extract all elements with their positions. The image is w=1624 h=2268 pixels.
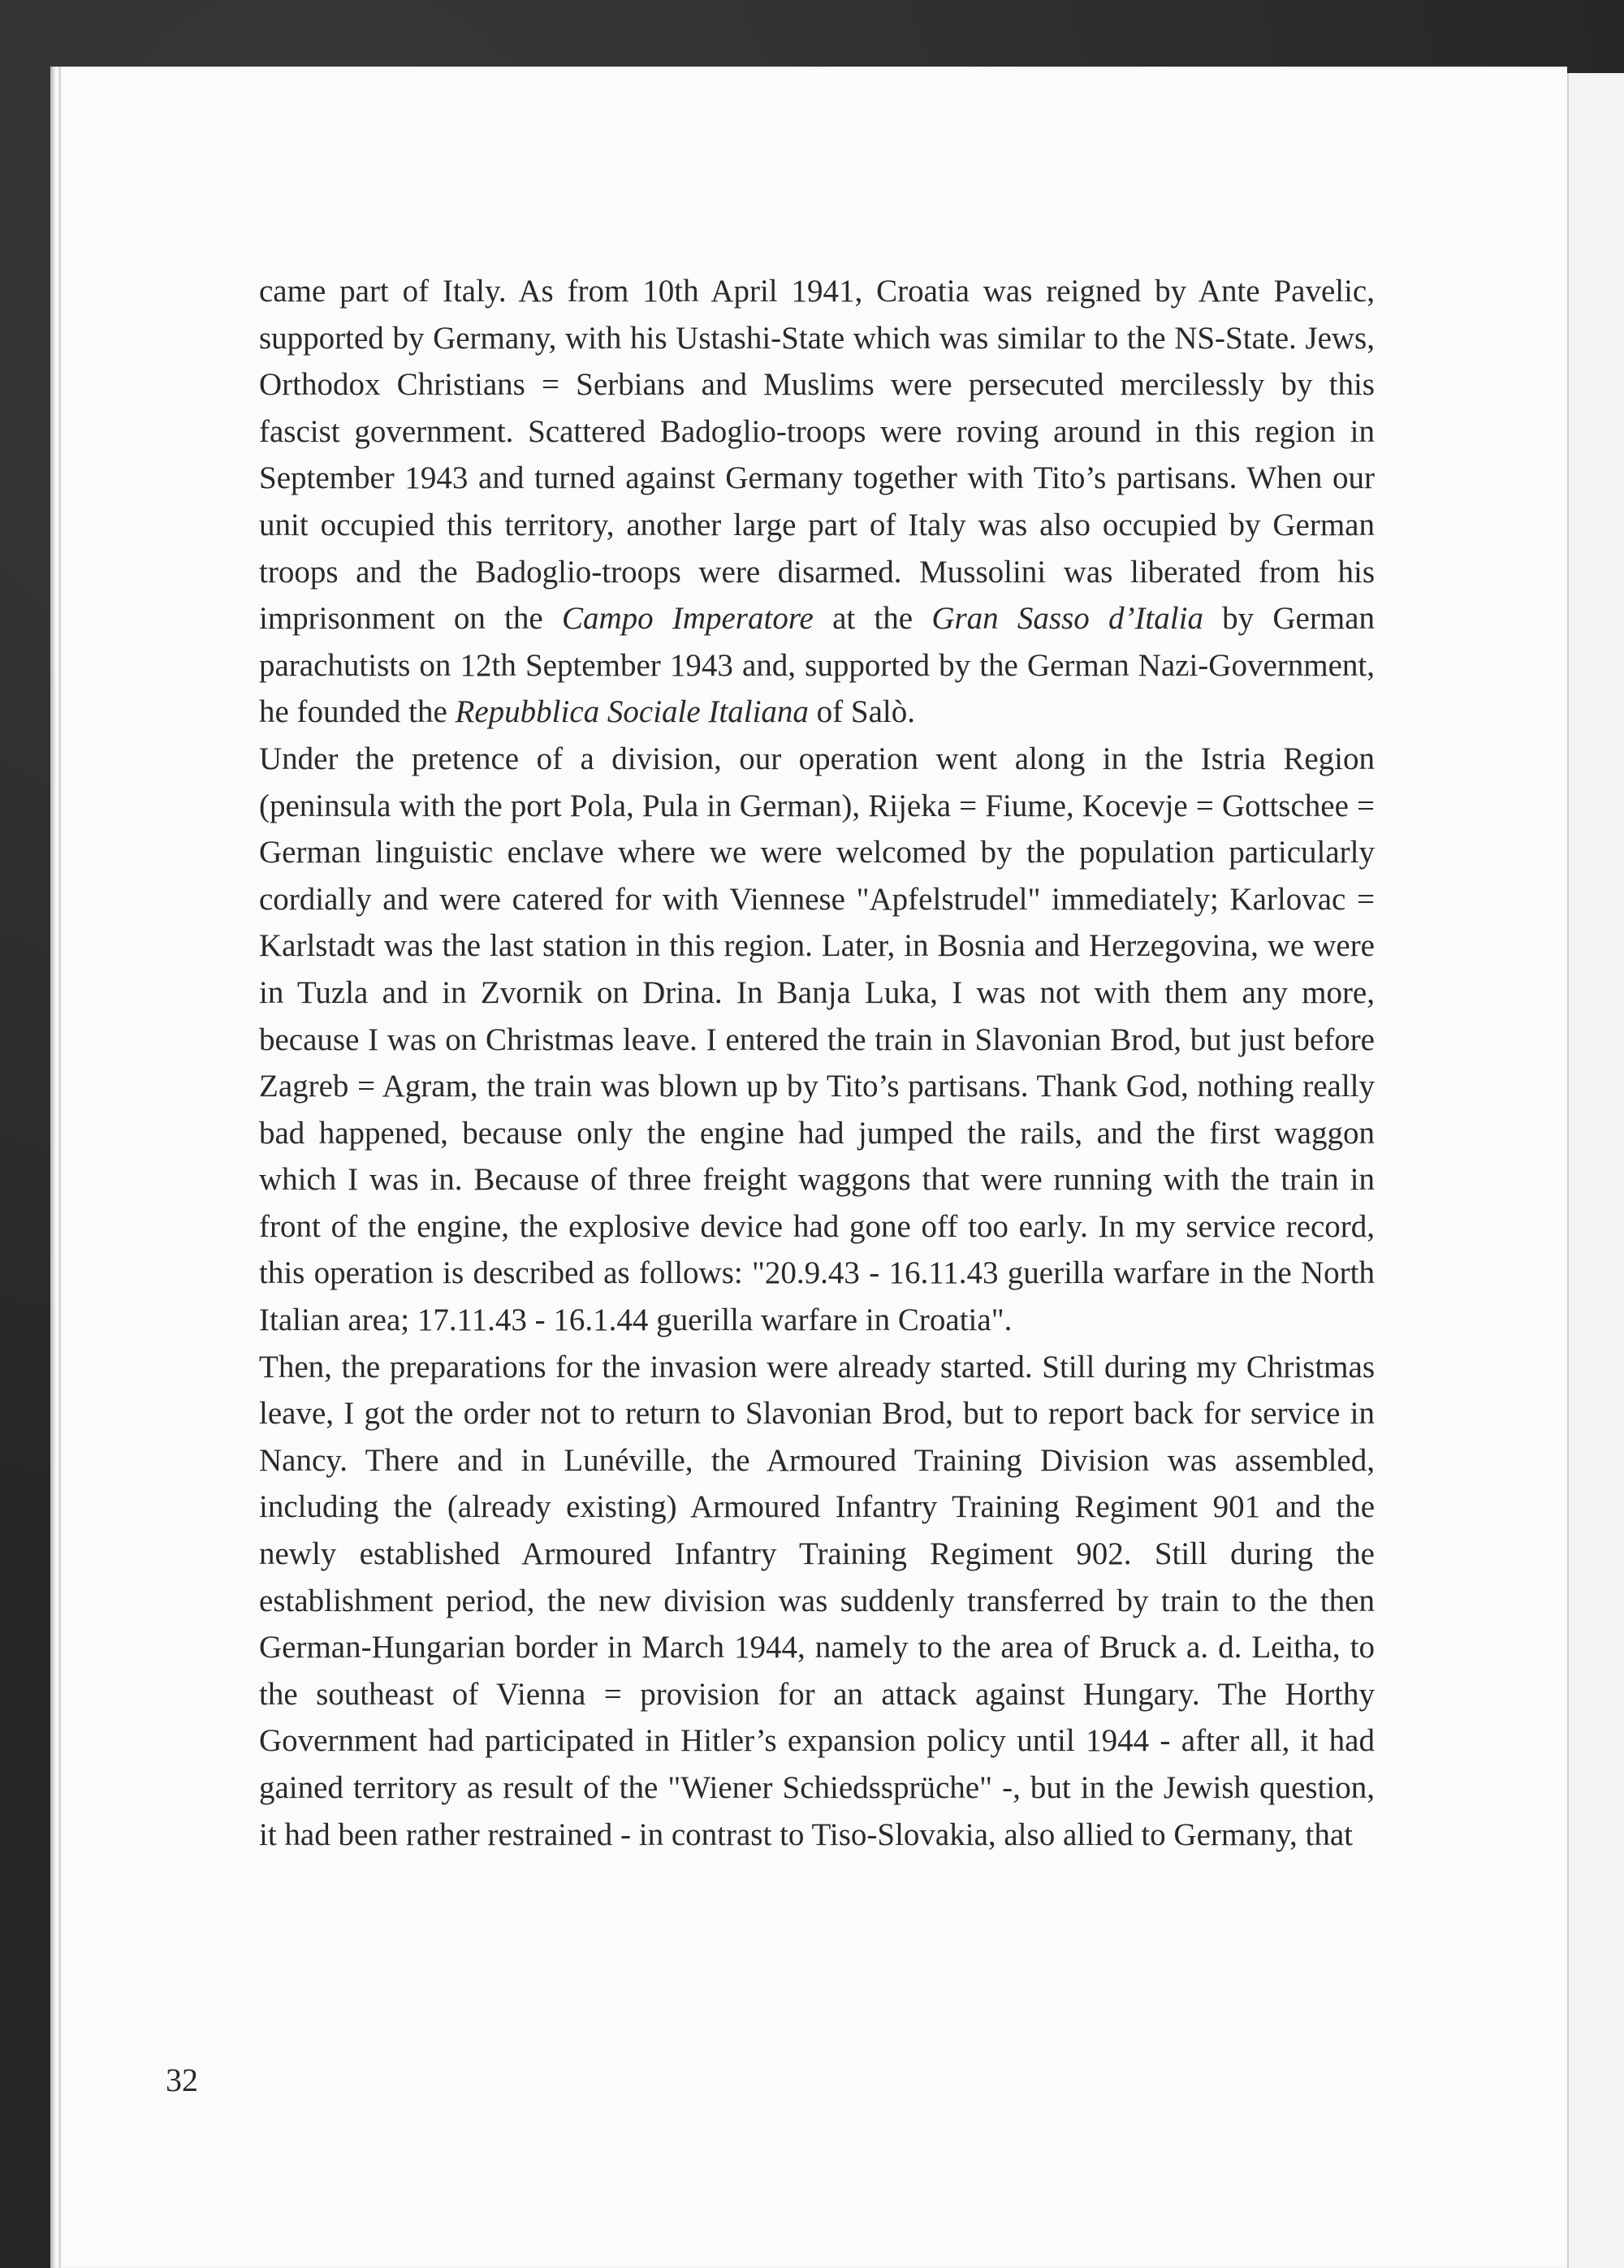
italic-text-run: Campo Imperatore [561,601,814,637]
page-gutter-line [58,67,61,2268]
text-run: came part of Italy. As from 10th April 1941, Croatia was reigned by Ante Pavelic, supported by Germany, with his Ustashi-State which was similar to the NS-State. Jews, Orthodox Christians = Serbians and Muslims were persecuted mercilessly by this fascist government. Scattered Badoglio-troops were roving around in this region in September 1943 and turned against Germany together with Tito’s partisans. When our unit occupied this territory, another large part of Italy was also occupied by German troops and the Badoglio-troops were disarmed. Mussolini was liberated from his imprisonment on the [259,274,1375,637]
text-run: Then, the preparations for the invasion were already started. Still during my Christmas leave, I got the order not to return to Slavonian Brod, but to report back for service in Nancy. There and in Lunéville, the Armoured Training Division was assembled, including the (already existing) Armoured Infantry Training Regiment 901 and the newly established Armoured Infantry Training Regiment 902. Still during the establishment period, the new division was suddenly transferred by train to the then German-Hungarian border in March 1944, namely to the area of Bruck a. d. Leitha, to the southeast of Vienna = provision for an attack against Hungary. The Horthy Government had participated in Hitler’s expansion policy until 1944 - after all, it had gained territory as result of the "Wiener Schiedssprüche" -, but in the Jewish question, it had been rather restrained - in contrast to Tiso-Slovakia, also allied to Germany, that [259,1349,1375,1852]
text-run: at the [813,601,932,637]
text-run: of Salò. [808,694,915,730]
paragraph-2 [259,736,1375,1344]
text-run: Under the pretence of a division, our operation went along in the Istria Region (peninsula with the port Pola, Pula in German), Rijeka = Fiume, Kocevje = Gottschee = German linguistic enclave where we were welcomed by the population particularly cordially and were catered for with Viennese "Apfelstrudel" immediately; Karlovac = Karlstadt was the last station in this region. Later, in Bosnia and Herzegovina, we were in Tuzla and in Zvornik on Drina. In Banja Luka, I was not with them any more, because I was on Christmas leave. I entered the train in Slavonian Brod, but just before Zagreb = Agram, the train was blown up by Tito’s partisans. Thank God, nothing really bad happened, because only the engine had jumped the rails, and the first waggon which I was in. Because of three freight waggons that were running with the train in front of the engine, the explosive device had gone off too early. In my service record, this operation is described as follows: "20.9.43 - 16.11.43 guerilla warfare in the North Italian area; 17.11.43 - 16.1.44 guerilla warfare in Croatia". [259,741,1375,1338]
page-number: 32 [166,2062,198,2098]
adjacent-page-edge [1567,73,1624,2268]
paragraph-3 [259,1344,1375,1859]
paragraph-1 [259,268,1375,736]
italic-text-run: Repubblica Sociale Italiana [455,694,809,730]
italic-text-run: Gran Sasso d’Italia [931,601,1203,637]
body-text [259,268,1375,1858]
text-run: by German parachutists on 12th September 1943 and, supported by the German Nazi-Government, he founded the [259,601,1375,730]
